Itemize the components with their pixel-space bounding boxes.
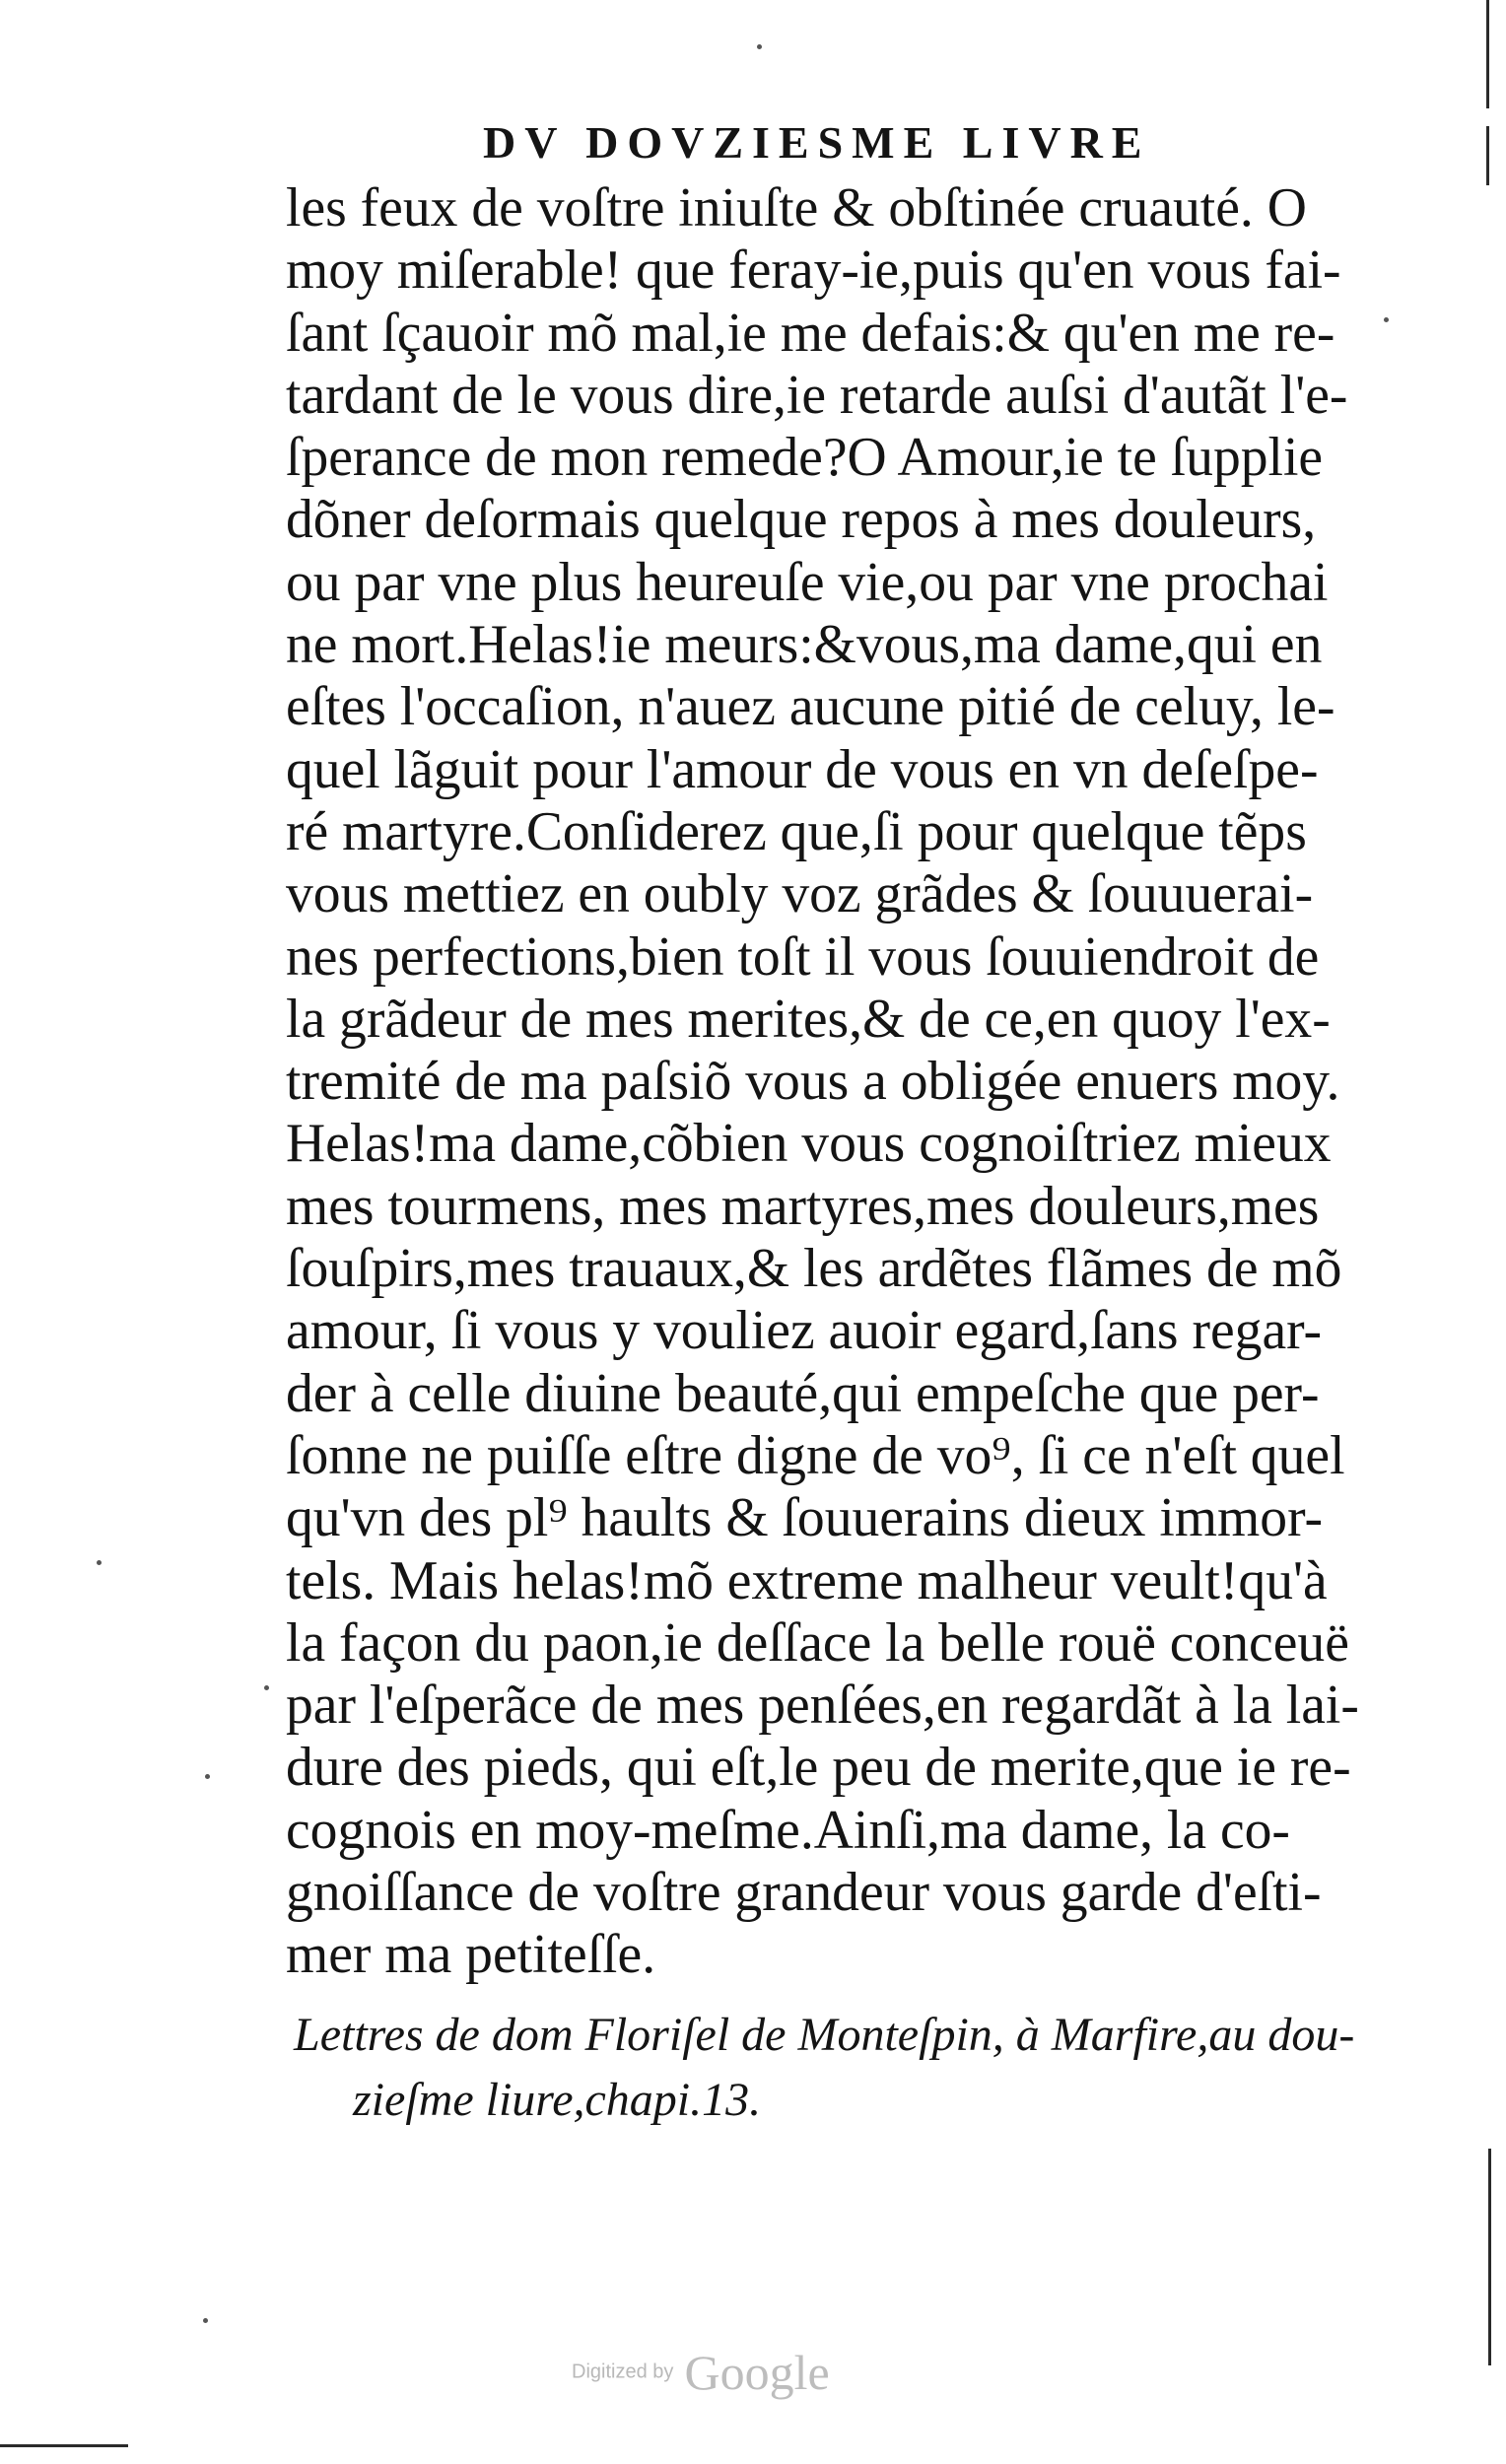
text-line: ré martyre.Conſiderez que,ſi pour quelque tẽps xyxy=(286,800,1307,862)
text-line: ſant ſçauoir mõ mal,ie me defais:& qu'en me re- xyxy=(286,302,1335,364)
text-line: Helas!ma dame,cõbien vous cognoiſtriez mieux xyxy=(286,1113,1332,1175)
text-line: qu'vn des pl⁹ haults & ſouuerains dieux immor- xyxy=(286,1487,1323,1549)
digitized-watermark xyxy=(572,2344,830,2401)
running-head: DV DOVZIESME LIVRE xyxy=(483,117,1151,168)
edge-rule xyxy=(1486,0,1489,108)
scan-speck xyxy=(1384,317,1389,322)
text-line: ne mort.Helas!ie meurs:&vous,ma dame,qui en xyxy=(286,614,1323,676)
text-line: ſonne ne puiſſe eſtre digne de vo⁹, ſi ce n'eſt quel xyxy=(286,1424,1345,1486)
text-line: par l'eſperãce de mes penſées,en regardãt à la lai- xyxy=(286,1675,1359,1737)
text-line: mes tourmens, mes martyres,mes douleurs,mes xyxy=(286,1175,1320,1237)
text-line: vous mettiez en oubly voz grãdes & ſouuuerai- xyxy=(286,863,1314,925)
text-line: cognois en moy-meſme.Ainſi,ma dame, la co- xyxy=(286,1799,1290,1861)
edge-rule xyxy=(1488,2149,1491,2365)
body-text xyxy=(286,177,1380,1987)
source-caption xyxy=(294,2003,1388,2133)
scan-speck xyxy=(264,1685,269,1690)
caption-line: Lettres de dom Floriſel de Monteſpin, à Marfire,au dou- xyxy=(294,2009,1355,2061)
scan-speck xyxy=(97,1560,102,1565)
google-logo: Google xyxy=(684,2345,830,2400)
caption-line: zieſme liure,chapi.13. xyxy=(353,2074,762,2126)
text-line: tardant de le vous dire,ie retarde auſsi d'autãt l'e- xyxy=(286,364,1348,426)
text-line: la façon du paon,ie deſſace la belle rouë conceuë xyxy=(286,1611,1349,1674)
text-line: tels. Mais helas!mõ extreme malheur veult!qu'à xyxy=(286,1549,1328,1611)
scan-speck xyxy=(203,2318,208,2323)
text-line: eſtes l'occaſion, n'auez aucune pitié de celuy, le- xyxy=(286,676,1335,738)
text-line: les feux de voſtre iniuſte & obſtinée cruauté. O xyxy=(286,177,1307,239)
scan-speck xyxy=(205,1774,210,1779)
text-line: der à celle diuine beauté,qui empeſche que per- xyxy=(286,1362,1320,1424)
text-line: mer ma petiteſſe. xyxy=(286,1924,656,1986)
scan-speck xyxy=(757,44,762,49)
text-line: quel lãguit pour l'amour de vous en vn deſeſpe- xyxy=(286,738,1319,800)
text-line: dure des pieds, qui eſt,le peu de merite,que ie re- xyxy=(286,1737,1351,1799)
text-line: nes perfections,bien toſt il vous ſouuiendroit de xyxy=(286,925,1320,988)
text-line: moy miſerable! que feray-ie,puis qu'en vous fai- xyxy=(286,240,1341,302)
text-line: ſperance de mon remede?O Amour,ie te ſupplie xyxy=(286,427,1324,489)
edge-rule xyxy=(0,2444,128,2447)
text-line: dõner deſormais quelque repos à mes douleurs, xyxy=(286,489,1317,551)
watermark-prefix: Digitized by xyxy=(572,2361,674,2383)
edge-rule xyxy=(1486,126,1489,185)
text-line: tremité de ma paſsiõ vous a obligée enuers moy. xyxy=(286,1051,1340,1113)
text-line: ſouſpirs,mes trauaux,& les ardẽtes flãmes de mõ xyxy=(286,1238,1342,1300)
text-line: la grãdeur de mes merites,& de ce,en quoy l'ex- xyxy=(286,988,1331,1050)
text-line: amour, ſi vous y vouliez auoir egard,ſans regar- xyxy=(286,1300,1323,1362)
text-line: ou par vne plus heureuſe vie,ou par vne prochai xyxy=(286,551,1329,613)
text-line: gnoiſſance de voſtre grandeur vous garde d'eſti- xyxy=(286,1862,1322,1924)
